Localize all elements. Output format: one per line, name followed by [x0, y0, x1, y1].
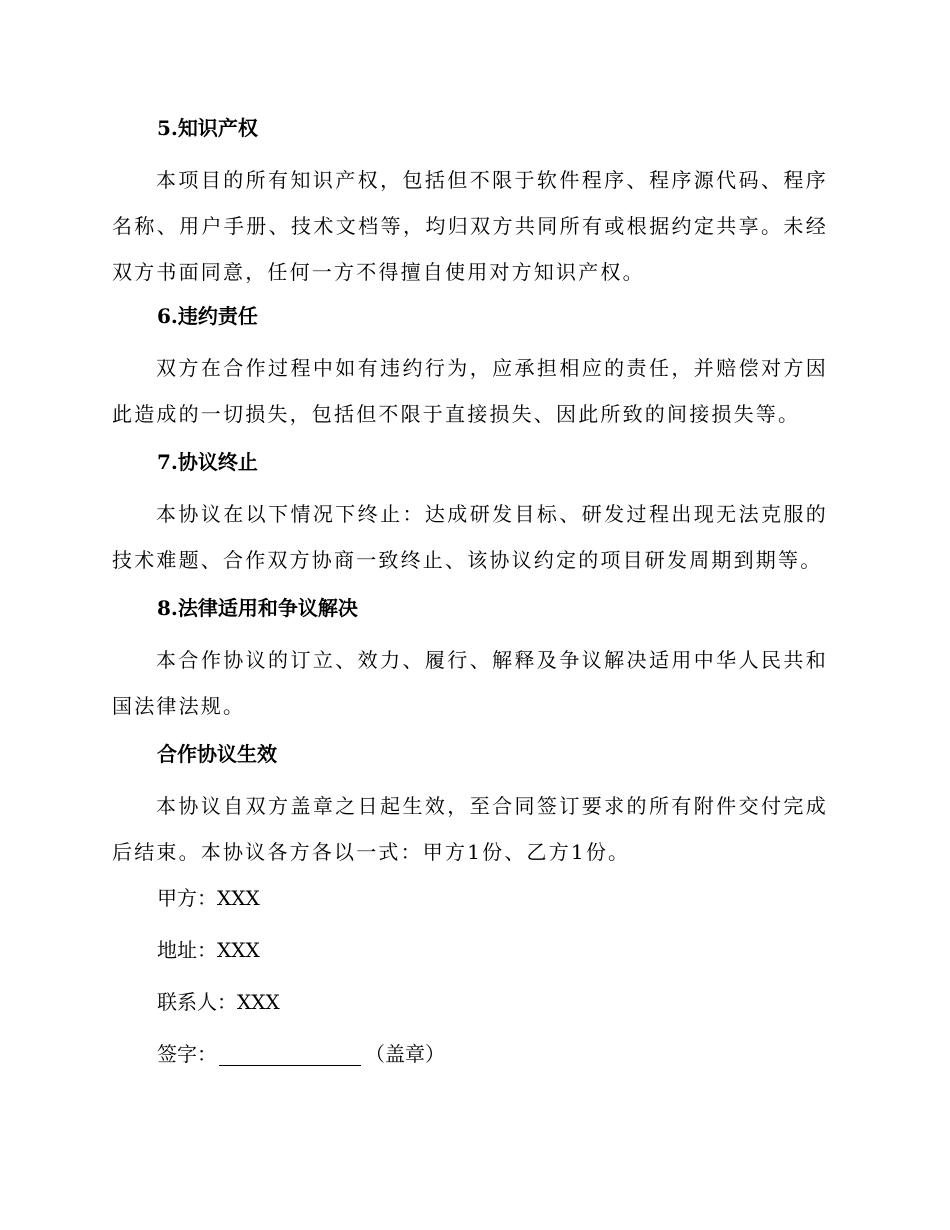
heading-intellectual-property: 5.知识产权 [157, 116, 258, 140]
paragraph-intellectual-property: 本项目的所有知识产权，包括但不限于软件程序、程序源代码、程序名称、用户手册、技术文档等，均归双方共同所有或根据约定共享。未经双方书面同意，任何一方不得擅自使用对方知识产权。 [112, 168, 828, 284]
seal-label: （盖章） [365, 1042, 445, 1066]
paragraph-termination: 本协议在以下情况下终止：达成研发目标、研发过程出现无法克服的技术难题、合作双方协商一致终止、该协议约定的项目研发周期到期等。 [112, 502, 828, 572]
party-a-line: 甲方：XXX [157, 886, 260, 910]
paragraph-breach-liability: 双方在合作过程中如有违约行为，应承担相应的责任，并赔偿对方因此造成的一切损失，包括但不限于直接损失、因此所致的间接损失等。 [112, 356, 828, 426]
heading-breach-liability: 6.违约责任 [157, 304, 258, 328]
heading-governing-law: 8.法律适用和争议解决 [157, 596, 358, 620]
heading-agreement-effect: 合作协议生效 [157, 742, 277, 766]
paragraph-agreement-effect: 本协议自双方盖章之日起生效，至合同签订要求的所有附件交付完成后结束。本协议各方各以一式：甲方1份、乙方1份。 [112, 794, 828, 864]
signature-line [157, 1042, 445, 1066]
signature-label: 签字： [157, 1042, 217, 1066]
paragraph-governing-law: 本合作协议的订立、效力、履行、解释及争议解决适用中华人民共和国法律法规。 [112, 648, 828, 718]
heading-termination: 7.协议终止 [157, 450, 258, 474]
address-line: 地址：XXX [157, 938, 260, 962]
signature-blank[interactable] [219, 1045, 361, 1066]
contact-line: 联系人：XXX [157, 990, 280, 1014]
